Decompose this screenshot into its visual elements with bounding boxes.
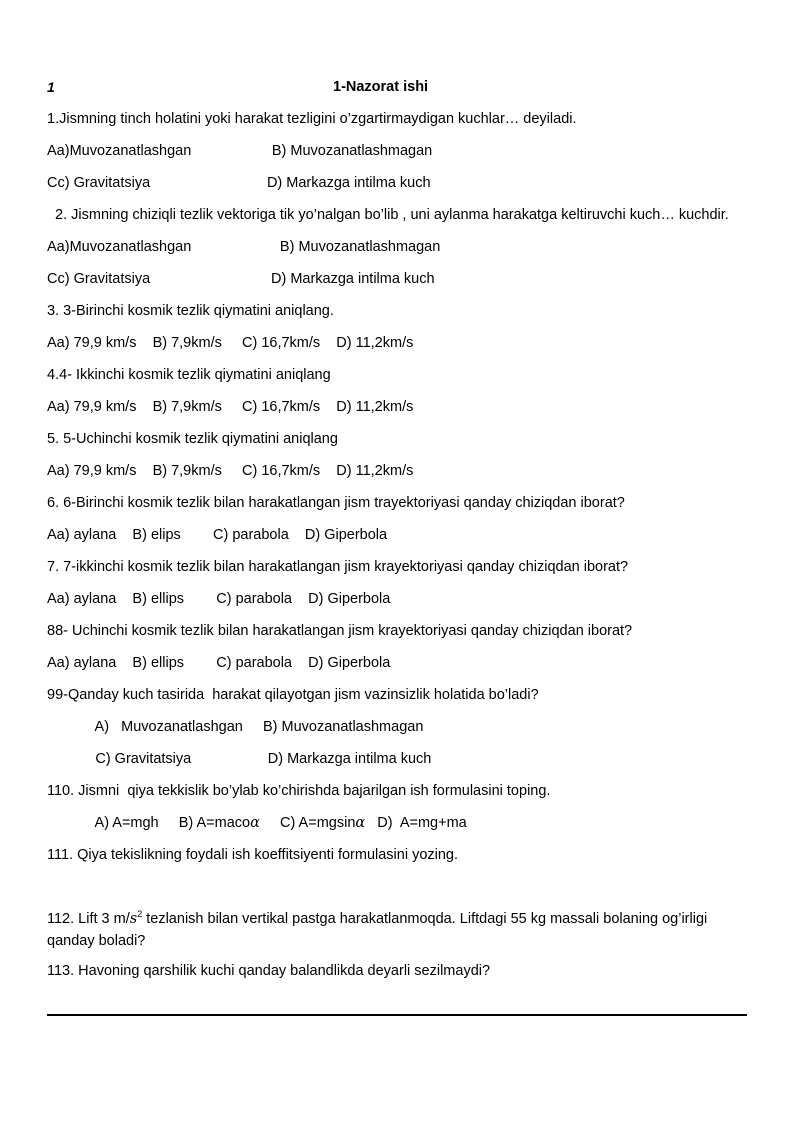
question-9-options-cd: C) Gravitatsiya D) Markazga intilma kuch	[47, 751, 432, 767]
question-9-options-ab: A) Muvozanatlashgan B) Muvozanatlashmagan	[47, 719, 424, 735]
question-2: 2. Jismning chiziqli tezlik vektoriga tik yo’nalgan bo’lib , uni aylanma harakatga keltiruvchi kuch… kuchdir.	[47, 207, 729, 223]
q110-option-ab: A) A=mgh B) A=maco	[47, 815, 251, 831]
question-7-options: Aa) aylana B) ellips C) parabola D) Giperbola	[47, 591, 391, 607]
question-111: 111. Qiya tekislikning foydali ish koeffitsiyenti formulasini yozing.	[47, 847, 459, 863]
question-2-options-ab: Aa)Muvozanatlashgan B) Muvozanatlashmagan	[47, 239, 441, 255]
question-6: 6. 6-Birinchi kosmik tezlik bilan harakatlangan jism trayektoriyasi qanday chiziqdan iborat?	[47, 495, 625, 511]
question-7: 7. 7-ikkinchi kosmik tezlik bilan harakatlangan jism krayektoriyasi qanday chiziqdan iborat?	[47, 559, 629, 575]
question-9: 99-Qanday kuch tasirida harakat qilayotgan jism vazinsizlik holatida bo’ladi?	[47, 687, 539, 703]
q112-prefix: 112. Lift 3 m/	[47, 911, 130, 927]
question-2-options-cd: Cc) Gravitatsiya D) Markazga intilma kuch	[47, 271, 435, 287]
question-3-options: Aa) 79,9 km/s B) 7,9km/s C) 16,7km/s D) 11,2km/s	[47, 335, 414, 351]
question-112	[47, 908, 757, 952]
q112-unit-s: s	[129, 911, 138, 927]
alpha-symbol: α	[355, 815, 366, 831]
question-110-options	[47, 814, 467, 832]
question-3: 3. 3-Birinchi kosmik tezlik qiymatini aniqlang.	[47, 303, 334, 319]
question-110: 110. Jismni qiya tekkislik bo’ylab ko’chirishda bajarilgan ish formulasini toping.	[47, 783, 551, 799]
question-8: 88- Uchinchi kosmik tezlik bilan harakatlangan jism krayektoriyasi qanday chiziqdan iborat?	[47, 623, 633, 639]
question-4: 4.4- Ikkinchi kosmik tezlik qiymatini aniqlang	[47, 367, 331, 383]
question-1-options-cd: Cc) Gravitatsiya D) Markazga intilma kuch	[47, 175, 431, 191]
bottom-divider	[47, 1014, 747, 1016]
question-113: 113. Havoning qarshilik kuchi qanday balandlikda deyarli sezilmaydi?	[47, 963, 491, 979]
question-6-options: Aa) aylana B) elips C) parabola D) Giperbola	[47, 527, 388, 543]
q112-exponent: 2	[137, 909, 143, 920]
question-1-options-ab: Aa)Muvozanatlashgan B) Muvozanatlashmagan	[47, 143, 433, 159]
question-1: 1.Jismning tinch holatini yoki harakat tezligini o’zgartirmaydigan kuchlar… deyiladi.	[47, 111, 577, 127]
q112-rest: tezlanish bilan vertikal pastga harakatlanmoqda. Liftdagi 55 kg massali bolaning og’irligi qanday boladi?	[47, 911, 708, 949]
question-4-options: Aa) 79,9 km/s B) 7,9km/s C) 16,7km/s D) 11,2km/s	[47, 399, 414, 415]
question-5-options: Aa) 79,9 km/s B) 7,9km/s C) 16,7km/s D) 11,2km/s	[47, 463, 414, 479]
q110-option-d: D) A=mg+ma	[365, 815, 467, 831]
question-8-options: Aa) aylana B) ellips C) parabola D) Giperbola	[47, 655, 391, 671]
alpha-symbol: α	[250, 815, 260, 831]
question-5: 5. 5-Uchinchi kosmik tezlik qiymatini aniqlang	[47, 431, 338, 447]
page-number: 1	[47, 79, 55, 95]
page-title: 1-Nazorat ishi	[333, 79, 429, 95]
q110-option-c: C) A=mgsin	[259, 815, 356, 831]
